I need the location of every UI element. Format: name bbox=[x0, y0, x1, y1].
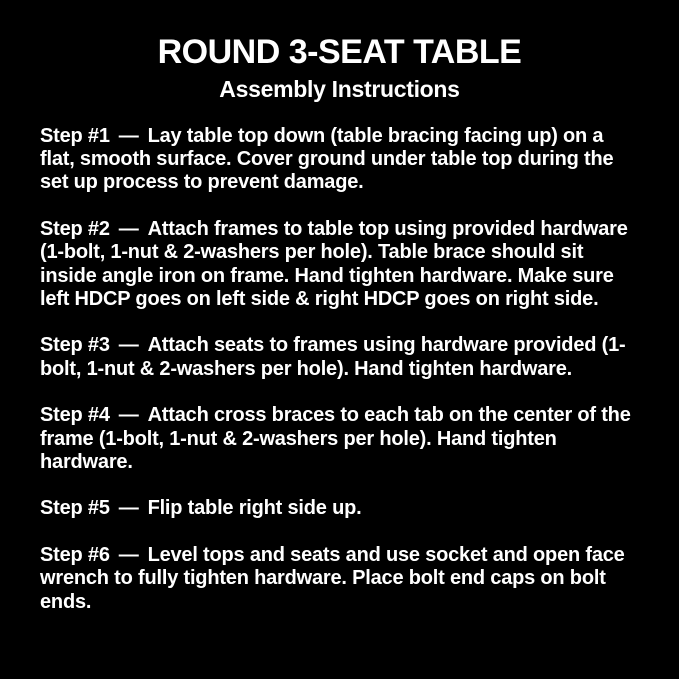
step-text: Attach seats to frames using hardware provided (1-bolt, 1-nut & 2-washers per hole). Hand tighten hardware. bbox=[40, 334, 626, 380]
step-dash: — bbox=[118, 334, 139, 357]
step-dash: — bbox=[118, 124, 139, 147]
step-dash: — bbox=[118, 404, 139, 427]
step-text: Flip table right side up. bbox=[147, 497, 362, 520]
page-subtitle: Assembly Instructions bbox=[219, 76, 460, 103]
step-item-5 bbox=[40, 497, 639, 520]
step-label: Step #6 bbox=[40, 543, 110, 566]
step-label: Step #2 bbox=[40, 217, 110, 240]
step-label: Step #1 bbox=[40, 124, 110, 147]
step-dash: — bbox=[118, 217, 139, 240]
step-item-6 bbox=[40, 544, 639, 614]
page-title: ROUND 3-SEAT TABLE bbox=[157, 33, 522, 71]
step-text: Attach frames to table top using provided hardware (1-bolt, 1-nut & 2-washers per hole). Table brace should sit inside angle iron on frame. Hand tighten hardware. Make sure left HDCP goes on left side & right HDCP goes on right side. bbox=[40, 217, 628, 311]
step-dash: — bbox=[118, 497, 139, 520]
step-item-4 bbox=[40, 404, 639, 474]
step-text: Lay table top down (table bracing facing up) on a flat, smooth surface. Cover ground under table top during the set up process to prevent damage. bbox=[40, 124, 614, 194]
step-label: Step #3 bbox=[40, 334, 110, 357]
step-item-3 bbox=[40, 334, 639, 381]
step-item-2 bbox=[40, 218, 639, 312]
step-text: Attach cross braces to each tab on the center of the frame (1-bolt, 1-nut & 2-washers per hole). Hand tighten hardware. bbox=[40, 404, 631, 473]
step-label: Step #5 bbox=[40, 497, 110, 520]
step-item-1 bbox=[40, 125, 639, 195]
step-dash: — bbox=[118, 543, 139, 566]
step-text: Level tops and seats and use socket and open face wrench to fully tighten hardware. Place bolt end caps on bolt ends. bbox=[40, 543, 625, 613]
step-label: Step #4 bbox=[40, 404, 110, 427]
